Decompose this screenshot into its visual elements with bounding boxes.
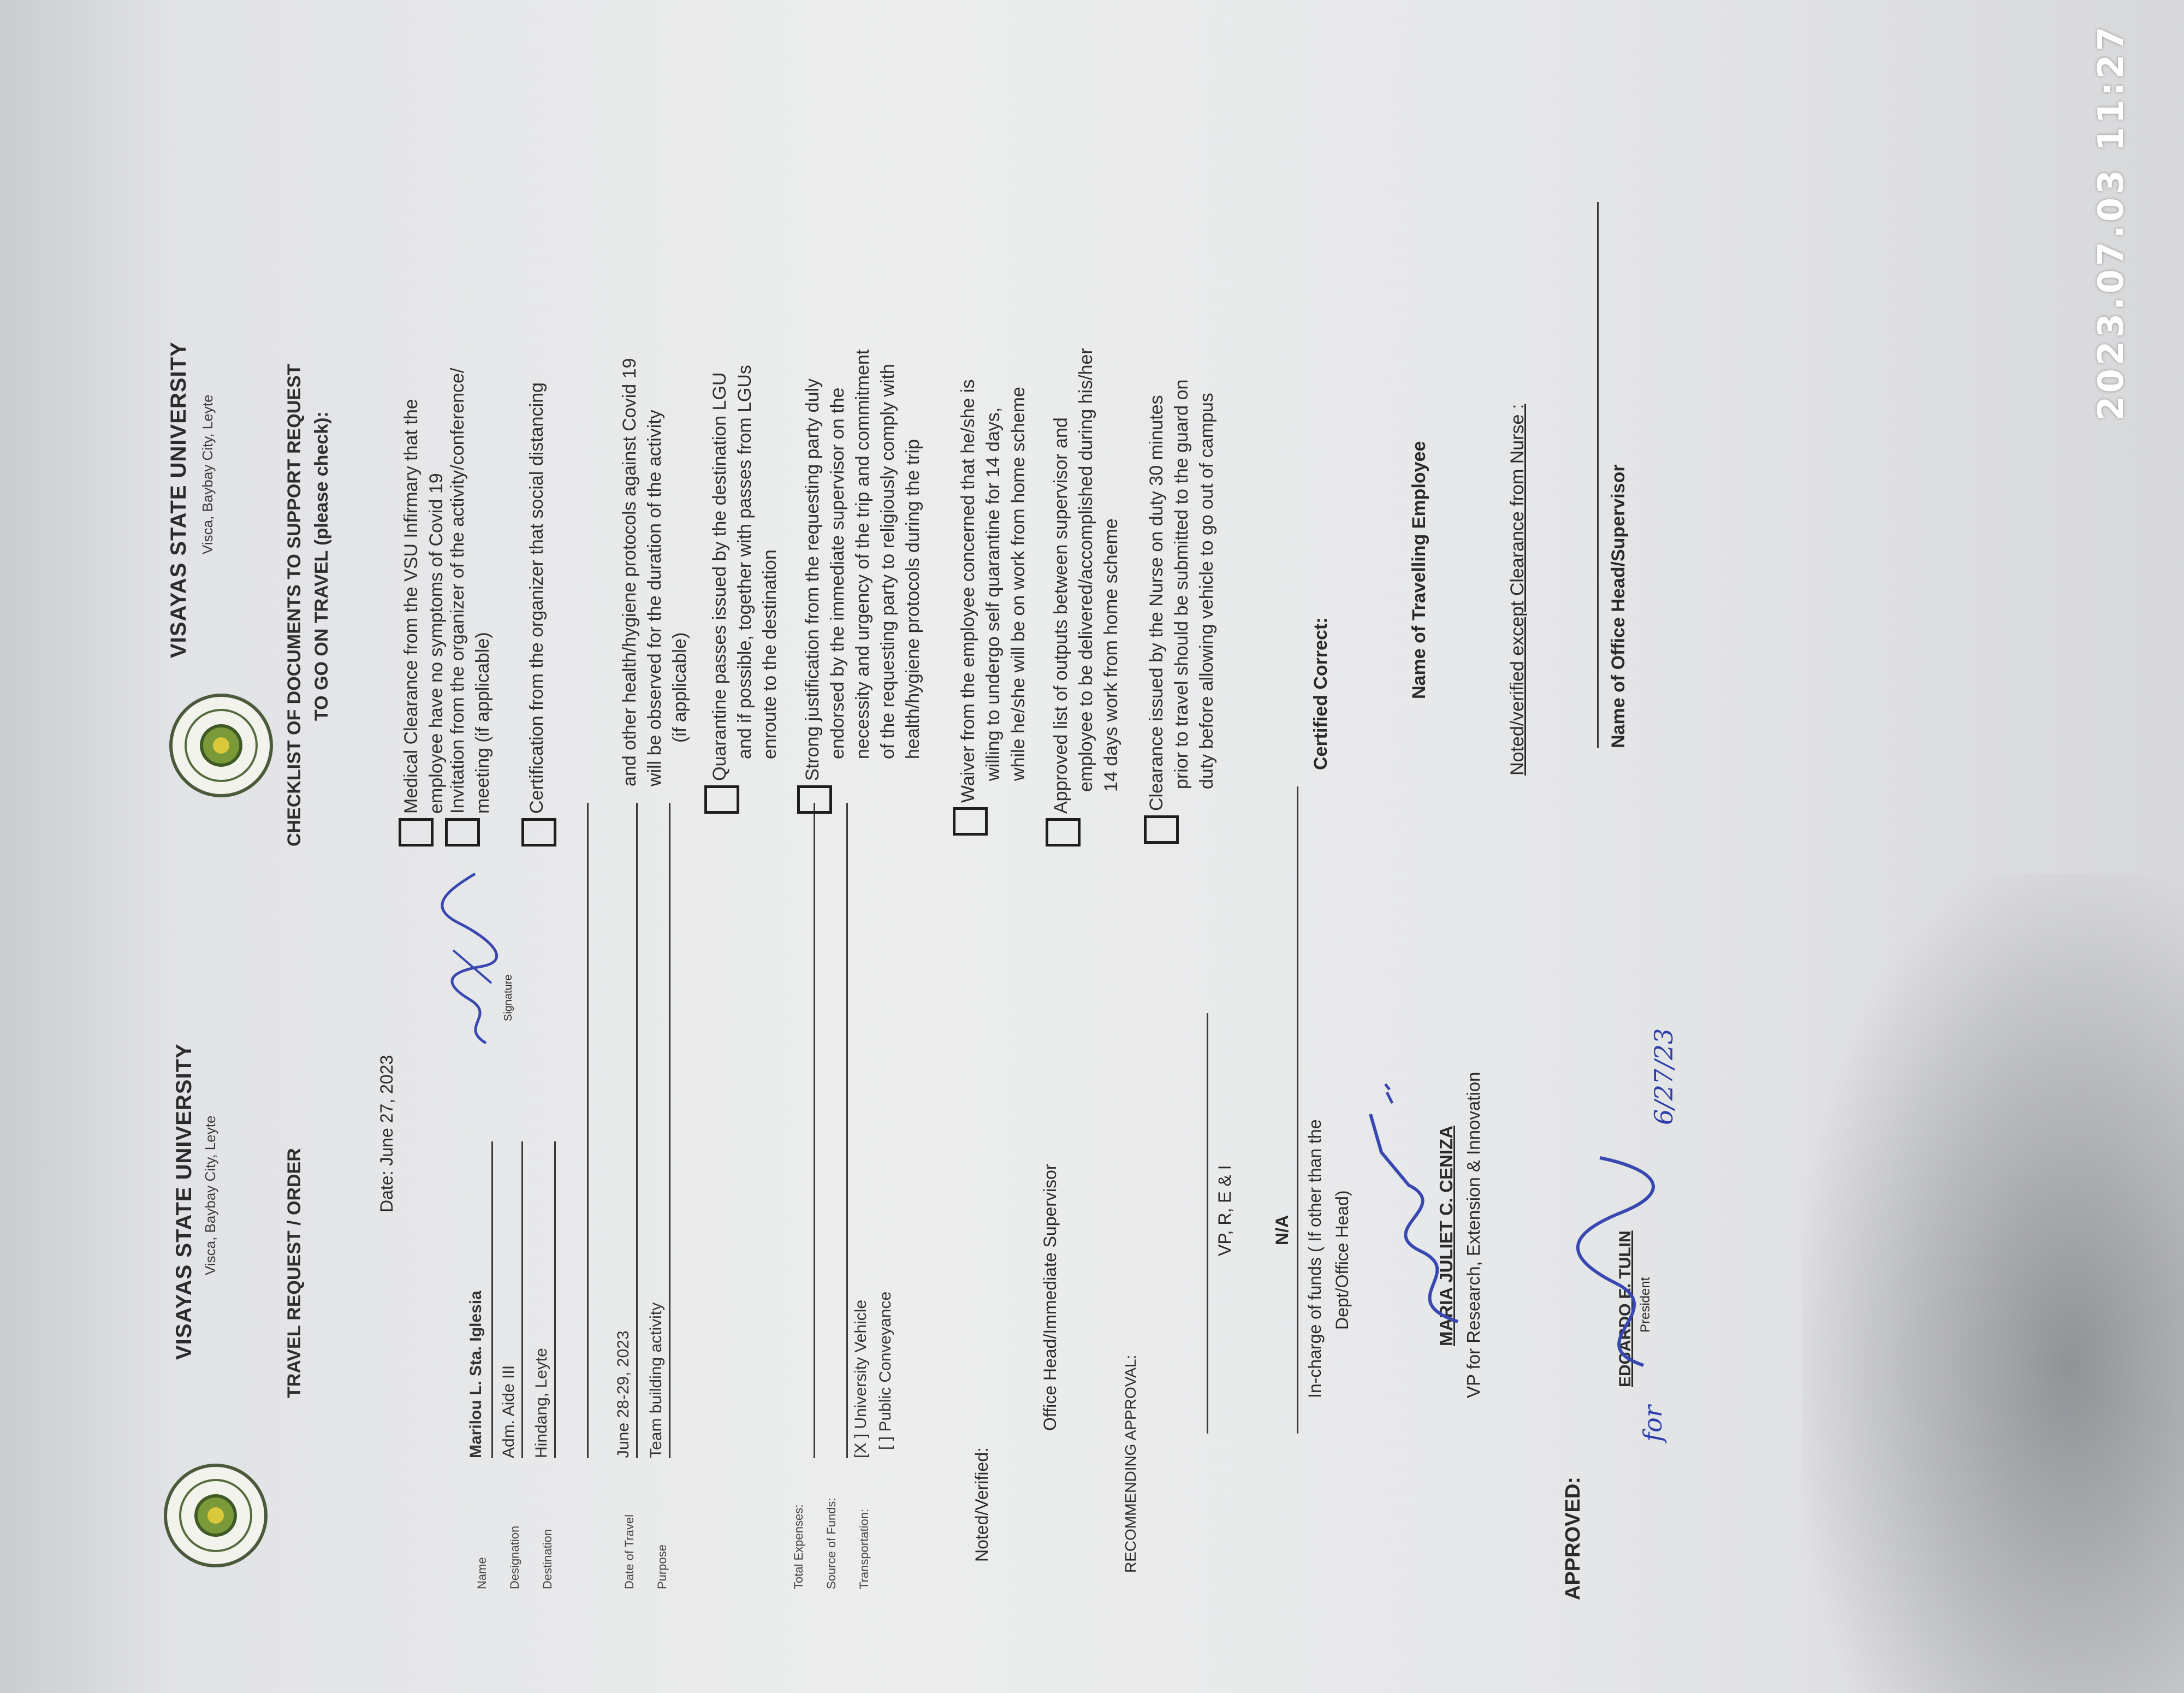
designation-value: Adm. Aide III — [500, 1365, 518, 1458]
name-underline — [491, 1141, 493, 1458]
checklist-item-7: Approved list of outputs between supervisor and employee to be delivered/accomplished during his/her 14 days work from home scheme — [1051, 348, 1121, 814]
not-applicable-value: N/A — [1272, 1215, 1292, 1245]
incharge-line-2: Dept/Office Head) — [1332, 1190, 1352, 1330]
transportation-label: Transportation: — [857, 1508, 871, 1589]
vp-rei-title: VP, R, E & I — [1215, 1165, 1235, 1256]
left-university-name: VISAYAS STATE UNIVERSITY — [172, 1043, 196, 1360]
source-of-funds-line — [846, 803, 848, 1458]
transport-option-public-conveyance: [ ] Public Conveyance — [876, 1291, 894, 1450]
destination-value: Hindang, Leyte — [532, 1348, 550, 1458]
checkbox-strong-justification[interactable] — [797, 785, 832, 814]
noted-verified-except-nurse: Noted/verified except Clearance from Nurse : — [1507, 404, 1528, 776]
handwritten-date: 6/27/23 — [1649, 1028, 1678, 1125]
checklist-item-2: Invitation from the organizer of the activity/conference/ meeting (if applicable) — [447, 368, 493, 814]
purpose-label: Purpose — [655, 1544, 669, 1589]
checkbox-approved-outputs[interactable] — [1046, 818, 1081, 846]
travel-request-title: TRAVEL REQUEST / ORDER — [284, 1148, 305, 1398]
checkbox-quarantine-passes[interactable] — [704, 785, 739, 814]
checkbox-medical-clearance[interactable] — [399, 818, 434, 846]
photo-timestamp: 2023.07.03 11:27 — [2091, 23, 2132, 421]
checklist-title-line-2: TO GO ON TRAVEL (please check): — [311, 411, 332, 721]
office-head-signature-line — [1597, 202, 1599, 748]
incharge-line-1: In-charge of funds ( If other than the — [1305, 1119, 1325, 1398]
signature-label: Signature — [502, 974, 514, 1021]
vp-name: MARIA JULIET C. CENIZA — [1436, 1126, 1456, 1346]
date-of-travel-label: Date of Travel — [622, 1514, 636, 1589]
name-of-travelling-employee-label: Name of Travelling Employee — [1409, 441, 1429, 699]
checkbox-nurse-clearance[interactable] — [1144, 815, 1179, 844]
right-university-name: VISAYAS STATE UNIVERSITY — [167, 341, 191, 658]
left-university-address: Visca, Baybay City, Leyte — [202, 1115, 218, 1275]
name-of-office-head-label: Name of Office Head/Supervisor — [1608, 464, 1629, 748]
right-university-address: Visca, Baybay City, Leyte — [199, 394, 216, 554]
recommending-approval-label: RECOMMENDING APPROVAL: — [1122, 1354, 1139, 1573]
checklist-item-3: Certification from the organizer that social distancing — [526, 382, 547, 814]
university-seal-icon — [164, 1464, 268, 1567]
purpose-underline — [669, 803, 670, 1458]
checklist-item-1: Medical Clearance from the VSU Infirmary that the employee have no symptoms of Covid 19 — [401, 399, 447, 814]
designation-label: Designation — [508, 1525, 521, 1589]
president-name: EDGARDO E. TULIN — [1616, 1230, 1634, 1387]
university-seal-icon-right — [169, 694, 273, 797]
checkbox-certification[interactable] — [521, 818, 556, 846]
checkbox-invitation[interactable] — [445, 818, 480, 846]
blank-line-1 — [587, 803, 589, 1458]
vp-role: VP for Research, Extension & Innovation — [1463, 1072, 1483, 1398]
incharge-signature-line — [1297, 786, 1298, 1434]
checklist-item-8: Clearance issued by the Nurse on duty 30 minutes prior to travel should be submitted to the guard on duty before allowing vehicle to go out of campus — [1146, 379, 1217, 811]
checklist-item-4: Quarantine passes issued by the destination LGU and if possible, together with passes from LGUs enroute to the destination — [709, 365, 780, 781]
employee-signature — [437, 868, 508, 1049]
destination-label: Destination — [541, 1529, 554, 1589]
total-expenses-line — [814, 803, 815, 1458]
certified-correct-label: Certified Correct: — [1310, 617, 1331, 770]
vp-rei-signature-line — [1207, 1013, 1208, 1434]
checkbox-waiver[interactable] — [953, 807, 988, 836]
name-label: Name — [475, 1557, 489, 1589]
handwritten-for: for — [1638, 1405, 1667, 1442]
vp-signature — [1360, 1027, 1485, 1333]
checklist-item-6: Waiver from the employee concerned that he/she is willing to undergo self quarantine for 14 days, while he/she will be on work from home scheme — [958, 379, 1029, 803]
checklist-title-line-1: CHECKLIST OF DOCUMENTS TO SUPPORT REQUEST — [284, 364, 305, 846]
request-date: Date: June 27, 2023 — [377, 1055, 396, 1212]
total-expenses-label: Total Expenses: — [792, 1504, 805, 1589]
name-value: Marilou L. Sta. Iglesia — [467, 1291, 485, 1458]
approved-label: APPROVED: — [1562, 1477, 1584, 1600]
transport-option-university-vehicle: [X ] University Vehicle — [852, 1299, 870, 1458]
president-signature — [1556, 1147, 1676, 1376]
noted-verified-label: Noted/Verified: — [972, 1447, 992, 1562]
office-head-label: Office Head/Immediate Supervisor — [1040, 1164, 1060, 1431]
date-of-travel-underline — [636, 803, 638, 1458]
designation-underline — [521, 1141, 523, 1458]
checklist-item-3-continued: and other health/hygiene protocols against Covid 19 will be observed for the duration of the activity (if applicable) — [619, 358, 690, 786]
checklist-item-5: Strong justification from the requesting party duly endorsed by the immediate supervisor on the necessity and urgency of the trip and commitment of the requesting party to religiously comply with health/hygiene protocols during the trip — [802, 349, 923, 781]
date-of-travel-value: June 28-29, 2023 — [614, 1330, 632, 1458]
president-role: President — [1638, 1277, 1653, 1333]
purpose-value: Team building activity — [647, 1302, 665, 1458]
destination-underline — [554, 1141, 556, 1458]
source-of-funds-label: Source of Funds: — [824, 1497, 838, 1589]
